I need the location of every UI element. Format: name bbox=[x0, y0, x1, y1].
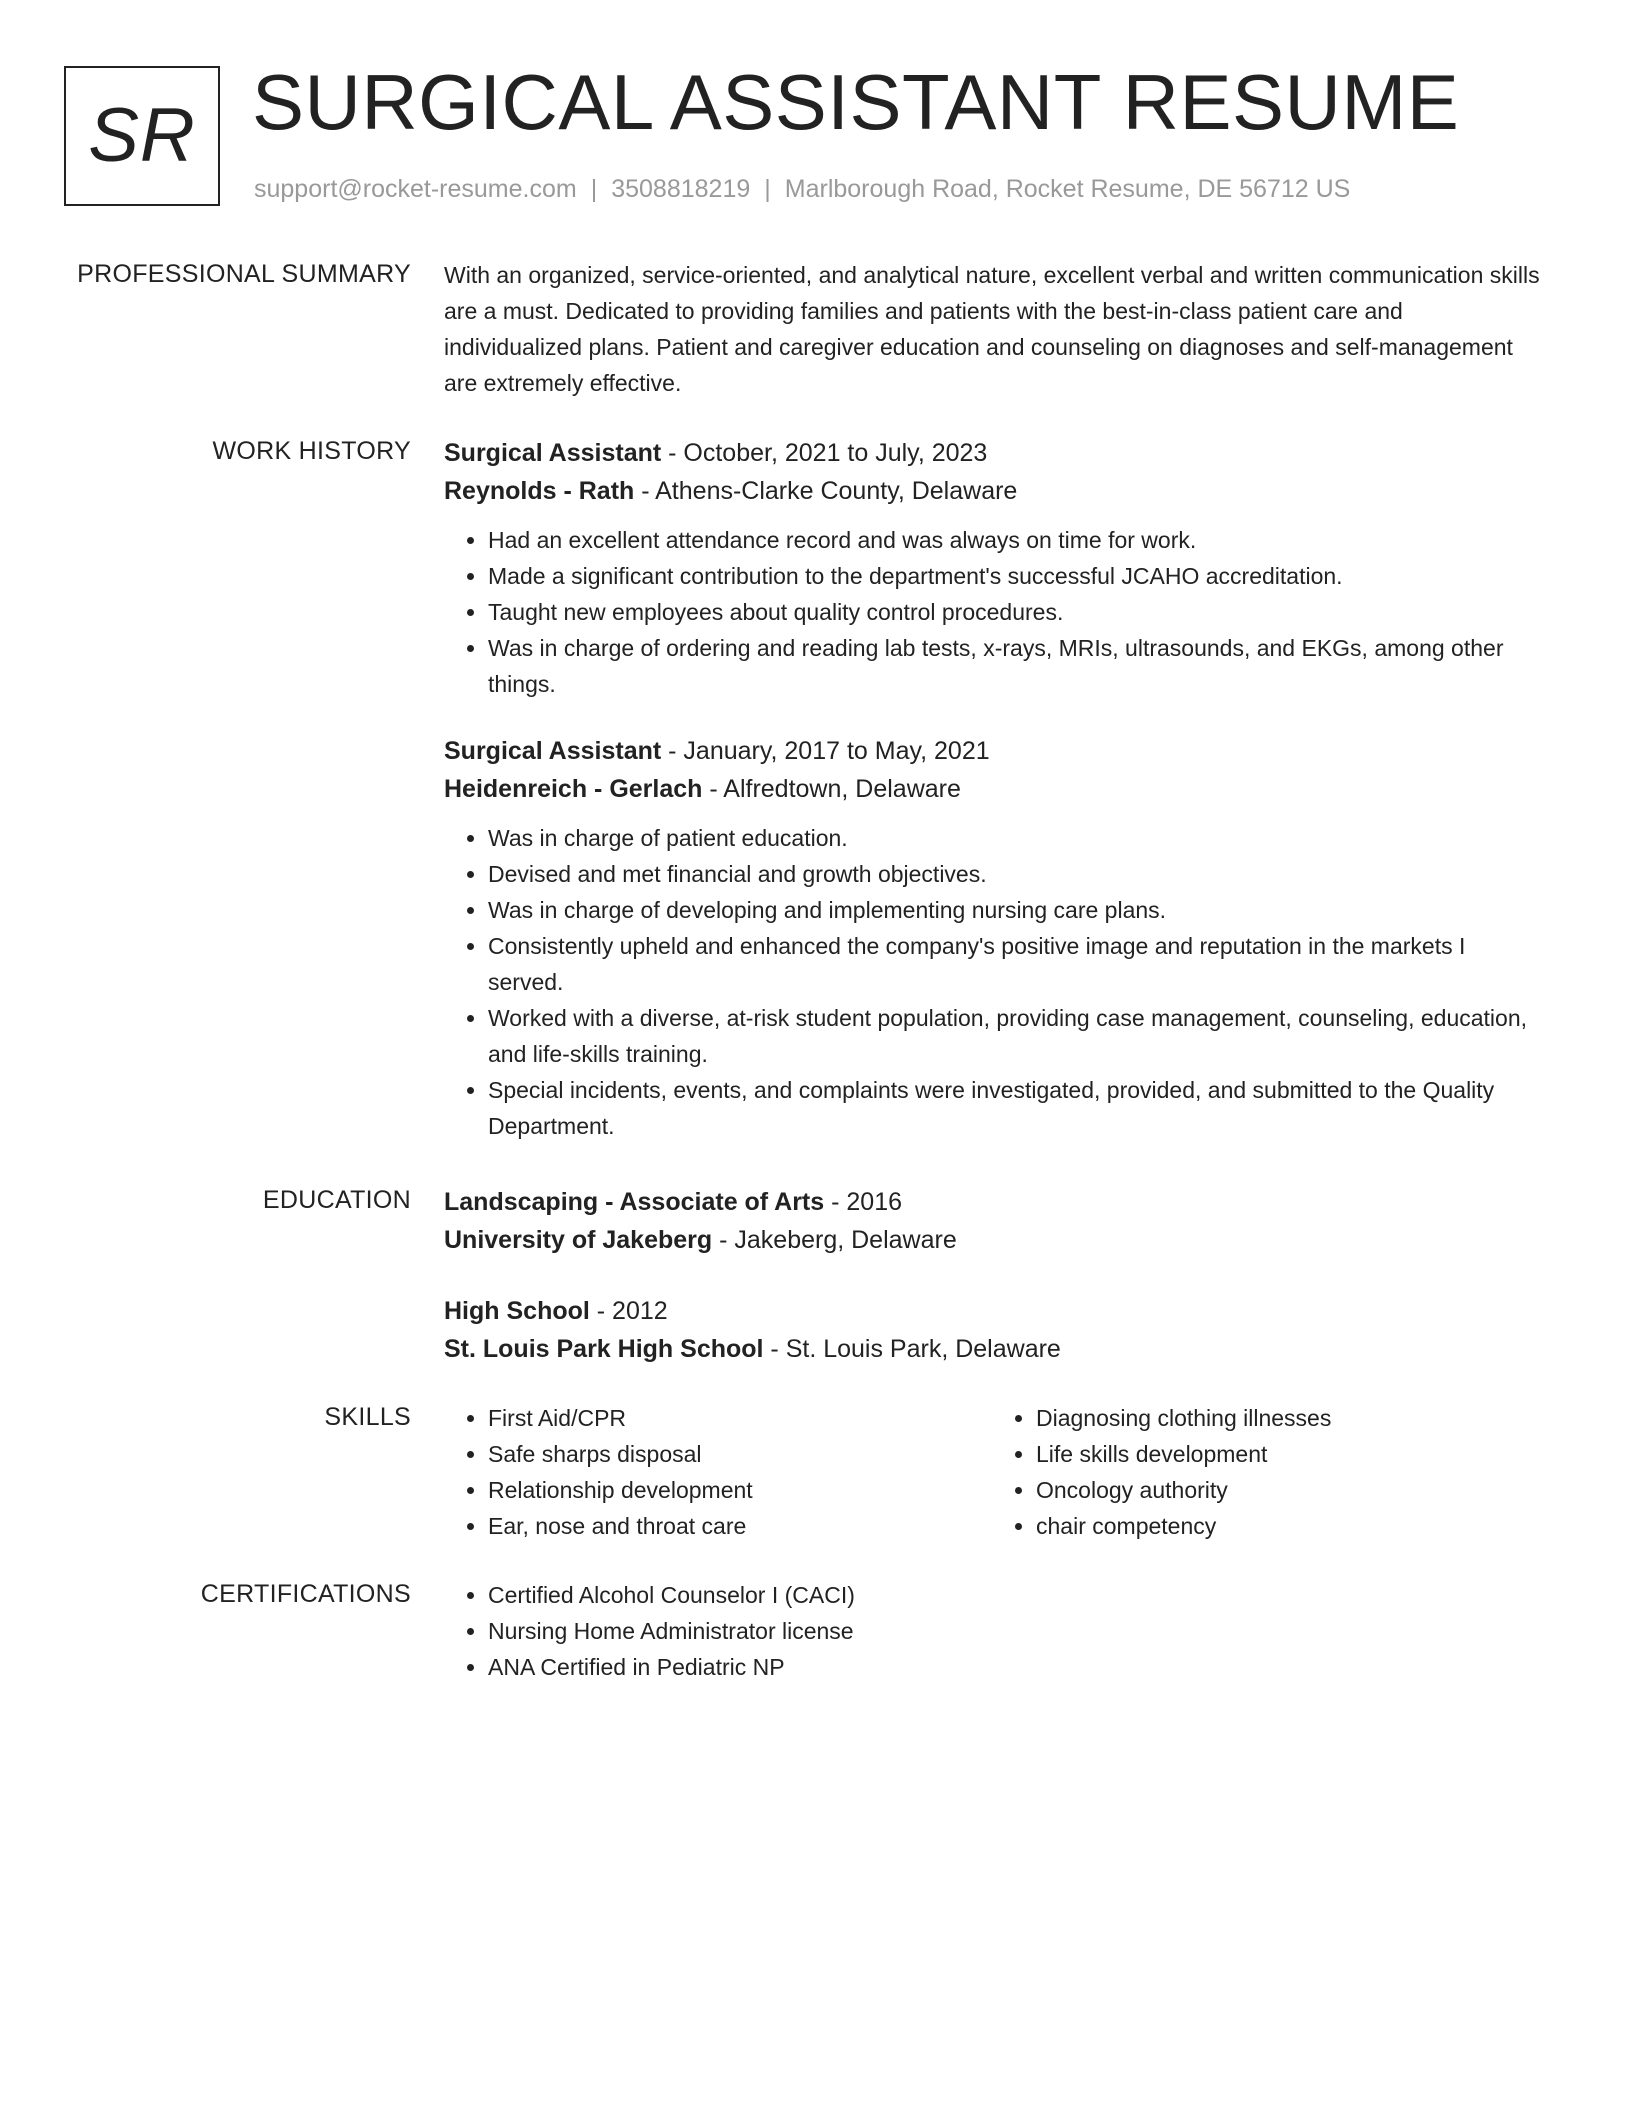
job-title-line bbox=[444, 434, 1540, 472]
school-line bbox=[444, 1330, 1540, 1368]
job-duty: • Consistently upheld and enhanced the company's positive image and reputation in the markets I served. bbox=[488, 928, 1540, 1000]
school-line bbox=[444, 1221, 1540, 1259]
job-title: Surgical Assistant bbox=[444, 439, 662, 467]
monogram-badge bbox=[64, 66, 220, 206]
school-location: - Jakeberg, Delaware bbox=[712, 1226, 957, 1254]
school-location: - St. Louis Park, Delaware bbox=[763, 1335, 1061, 1363]
job-entry bbox=[444, 732, 1540, 1144]
contact-separator: | bbox=[590, 175, 598, 203]
job-company: Reynolds - Rath bbox=[444, 477, 635, 505]
job-duty: • Was in charge of developing and implementing nursing care plans. bbox=[488, 892, 1540, 928]
certification-item: • Nursing Home Administrator license bbox=[488, 1613, 1540, 1649]
contact-email[interactable]: support@rocket-resume.com bbox=[254, 175, 577, 203]
job-duty: • Taught new employees about quality control procedures. bbox=[488, 594, 1540, 630]
monogram-initials: SR bbox=[88, 93, 196, 178]
job-title-line bbox=[444, 732, 1540, 770]
job-title: Surgical Assistant bbox=[444, 737, 662, 765]
job-duty: • Devised and met financial and growth objectives. bbox=[488, 856, 1540, 892]
skills-columns bbox=[444, 1400, 1540, 1544]
job-duty: • Worked with a diverse, at-risk student population, providing case management, counseling, education, and life-skills training. bbox=[488, 1000, 1540, 1072]
skill-item: • Ear, nose and throat care bbox=[488, 1508, 992, 1544]
skill-item: • Safe sharps disposal bbox=[488, 1436, 992, 1472]
job-location: - Athens-Clarke County, Delaware bbox=[634, 477, 1018, 505]
job-duty: • Was in charge of patient education. bbox=[488, 820, 1540, 856]
job-dates: - January, 2017 to May, 2021 bbox=[661, 737, 990, 765]
skill-item: • chair competency bbox=[1036, 1508, 1540, 1544]
resume-title: SURGICAL ASSISTANT RESUME bbox=[252, 58, 1460, 146]
graduation-year: - 2016 bbox=[824, 1188, 903, 1216]
degree: High School bbox=[444, 1297, 590, 1325]
job-company-line bbox=[444, 472, 1540, 510]
skill-item: • Life skills development bbox=[1036, 1436, 1540, 1472]
certification-item: • Certified Alcohol Counselor I (CACI) bbox=[488, 1577, 1540, 1613]
work-history-heading: WORK HISTORY bbox=[212, 437, 411, 465]
job-duty: • Had an excellent attendance record and was always on time for work. bbox=[488, 522, 1540, 558]
degree: Landscaping - Associate of Arts bbox=[444, 1188, 825, 1216]
contact-line bbox=[254, 172, 1350, 206]
job-duties-list bbox=[444, 522, 1540, 702]
skill-item: • Oncology authority bbox=[1036, 1472, 1540, 1508]
job-location: - Alfredtown, Delaware bbox=[702, 775, 961, 803]
job-duty: • Was in charge of ordering and reading lab tests, x-rays, MRIs, ultrasounds, and EKGs, among other things. bbox=[488, 630, 1540, 702]
contact-separator: | bbox=[764, 175, 771, 203]
certifications-list bbox=[444, 1577, 1540, 1685]
job-entry bbox=[444, 434, 1540, 702]
job-duty: • Special incidents, events, and complaints were investigated, provided, and submitted to the Quality Department. bbox=[488, 1072, 1540, 1144]
school: University of Jakeberg bbox=[444, 1226, 713, 1254]
degree-line bbox=[444, 1183, 1540, 1221]
contact-address: Marlborough Road, Rocket Resume, DE 56712 US bbox=[784, 175, 1351, 203]
skills-list-left bbox=[444, 1400, 992, 1544]
certification-item: • ANA Certified in Pediatric NP bbox=[488, 1649, 1540, 1685]
job-company: Heidenreich - Gerlach bbox=[444, 775, 703, 803]
skill-item: • Diagnosing clothing illnesses bbox=[1036, 1400, 1540, 1436]
degree-line bbox=[444, 1292, 1540, 1330]
job-duty: • Made a significant contribution to the department's successful JCAHO accreditation. bbox=[488, 558, 1540, 594]
education-heading: EDUCATION bbox=[262, 1186, 411, 1214]
job-duties-list bbox=[444, 820, 1540, 1144]
education-entry bbox=[444, 1292, 1540, 1368]
skills-list-right bbox=[992, 1400, 1540, 1544]
skills-heading: SKILLS bbox=[324, 1403, 411, 1431]
education-entry bbox=[444, 1183, 1540, 1259]
contact-phone[interactable]: 3508818219 bbox=[611, 175, 751, 203]
job-dates: - October, 2021 to July, 2023 bbox=[661, 439, 988, 467]
summary-text: With an organized, service-oriented, and analytical nature, excellent verbal and written communication skills are a must. Dedicated to providing families and patients with the best-in-class patient care and individualized plans. Patient and caregiver education and counseling on diagnoses and self-management are extremely effective. bbox=[444, 262, 1540, 396]
graduation-year: - 2012 bbox=[589, 1297, 668, 1325]
certifications-heading: CERTIFICATIONS bbox=[200, 1580, 411, 1608]
skill-item: • Relationship development bbox=[488, 1472, 992, 1508]
job-company-line bbox=[444, 770, 1540, 808]
school: St. Louis Park High School bbox=[444, 1335, 764, 1363]
skill-item: • First Aid/CPR bbox=[488, 1400, 992, 1436]
summary-heading: PROFESSIONAL SUMMARY bbox=[77, 260, 411, 288]
